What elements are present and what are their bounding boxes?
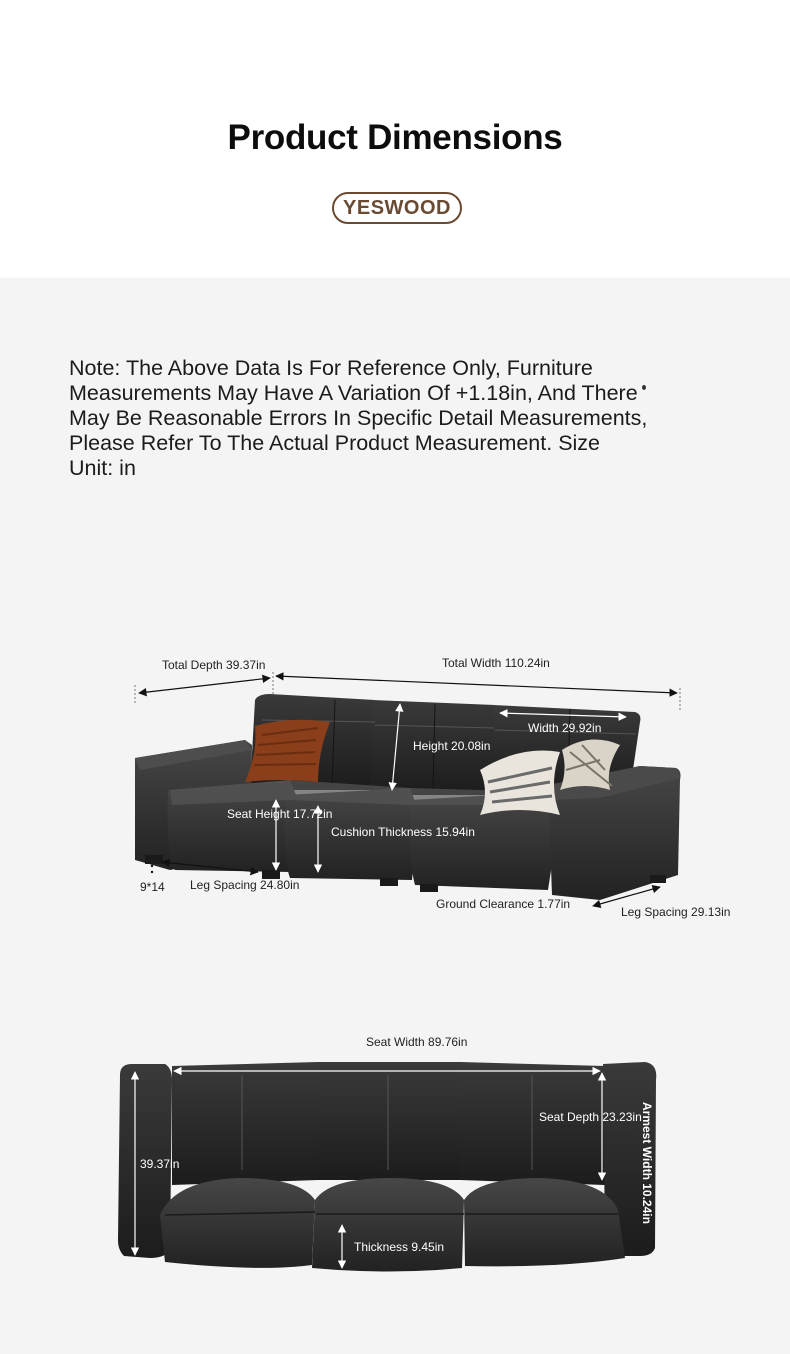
- disclaimer-note: Note: The Above Data Is For Reference Only, Furniture Measurements May Have A Variation Of +1.18in, And There May Be Reasonable Errors In Specific Detail Measurements, Please Refer To The Actual Product Measurement. Size Unit: in: [69, 356, 648, 480]
- seat-depth-label: Seat Depth 23.23in: [539, 1110, 642, 1124]
- leg: [380, 878, 398, 886]
- total-width-label: Total Width 110.24in: [442, 656, 550, 670]
- leg-spacing-front-label: Leg Spacing 24.80in: [190, 878, 300, 892]
- brand-logo: YESWOOD: [332, 192, 462, 224]
- sofa-front-view: [135, 672, 681, 906]
- height-label: Height 20.08in: [413, 739, 491, 753]
- thickness-label: Thickness 9.45in: [354, 1240, 445, 1254]
- top-seat-center: [312, 1178, 464, 1272]
- depth-label: 39.37in: [140, 1157, 180, 1171]
- top-back-center: [318, 1062, 460, 1180]
- armrest-width-label: Armest Width 10.24in: [640, 1102, 654, 1224]
- leg-spacing-side-label: Leg Spacing 29.13in: [621, 905, 731, 919]
- leg: [650, 875, 666, 883]
- cushion-thickness-label: Cushion Thickness 15.94in: [331, 825, 475, 839]
- page-title: Product Dimensions: [227, 118, 563, 157]
- width-label: Width 29.92in: [528, 721, 602, 735]
- leg: [420, 884, 438, 892]
- total-depth-label: Total Depth 39.37in: [162, 658, 266, 672]
- leg: [145, 855, 163, 864]
- seat-width-label: Seat Width 89.76in: [366, 1035, 468, 1049]
- top-seat-right: [464, 1178, 625, 1266]
- ground-clearance-label: Ground Clearance 1.77in: [436, 897, 571, 911]
- seat-height-label: Seat Height 17.72in: [227, 807, 333, 821]
- top-seat-left: [160, 1178, 315, 1268]
- leg-size-label: 9*14: [140, 880, 165, 894]
- top-back-left: [172, 1062, 318, 1185]
